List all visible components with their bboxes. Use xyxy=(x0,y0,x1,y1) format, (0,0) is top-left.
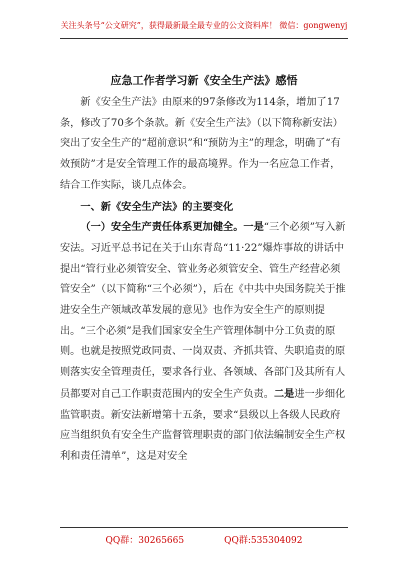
point-2-lead: 二是 xyxy=(273,387,295,400)
subsection-heading: （一）安全生产责任体系更加健全。 xyxy=(80,221,244,234)
header-divider xyxy=(60,38,348,39)
qq-group-1: QQ群：30265665 xyxy=(105,536,185,546)
point-1-lead: 一是 xyxy=(243,221,264,234)
subsection-paragraph xyxy=(60,217,348,467)
promo-banner: 关注头条号“公文研究”，获得最新最全最专业的公文资料库！ 微信：gongwenyj xyxy=(60,21,348,30)
document-title: 应急工作者学习新《安全生产法》感悟 xyxy=(110,74,298,87)
footer-divider xyxy=(60,527,348,528)
qq-group-2: QQ群:535304092 xyxy=(224,536,303,546)
footer xyxy=(60,535,348,547)
point-2-text: 进一步细化监管职责。新安法新增第十五条，要求“县级以上各级人民政府应当组织负有安全生产监督管理职责的部门依法编制安全生产权利和责任清单”，这是对安全 xyxy=(60,388,346,462)
intro-paragraph: 新《安全生产法》由原来的97条修改为114条，增加了17条，修改了70多个条款。新《安全生产法》（以下简称新安法）突出了安全生产的“超前意识”和“预防为主”的理念，明确了“有效预防”才是安全管理工作的最高境界。作为一名应急工作者，结合工作实际，谈几点体会。 xyxy=(60,97,343,191)
point-1-text: “三个必须”写入新安法。习近平总书记在关于山东青岛“11·22”爆炸事故的讲话中提出“管行业必须管安全、管业务必须管安全、管生产经营必须管安全”（以下简称“三个必须”），后在《中共中央国务院关于推进安全生产领域改革发展的意见》也作为安全生产的原则提出。“三个必须”是我们国家安全生产管理体制中分工负责的原则。也就是按照党政同责、一岗双责、齐抓共管、失职追责的原则落实安全管理责任，要求各行业、各领域、各部门及其所有人员都要对自己工作职责范围内的安全生产负责。 xyxy=(60,222,346,400)
document-body xyxy=(60,93,348,468)
section-heading: 一、新《安全生产法》的主要变化 xyxy=(80,200,234,213)
